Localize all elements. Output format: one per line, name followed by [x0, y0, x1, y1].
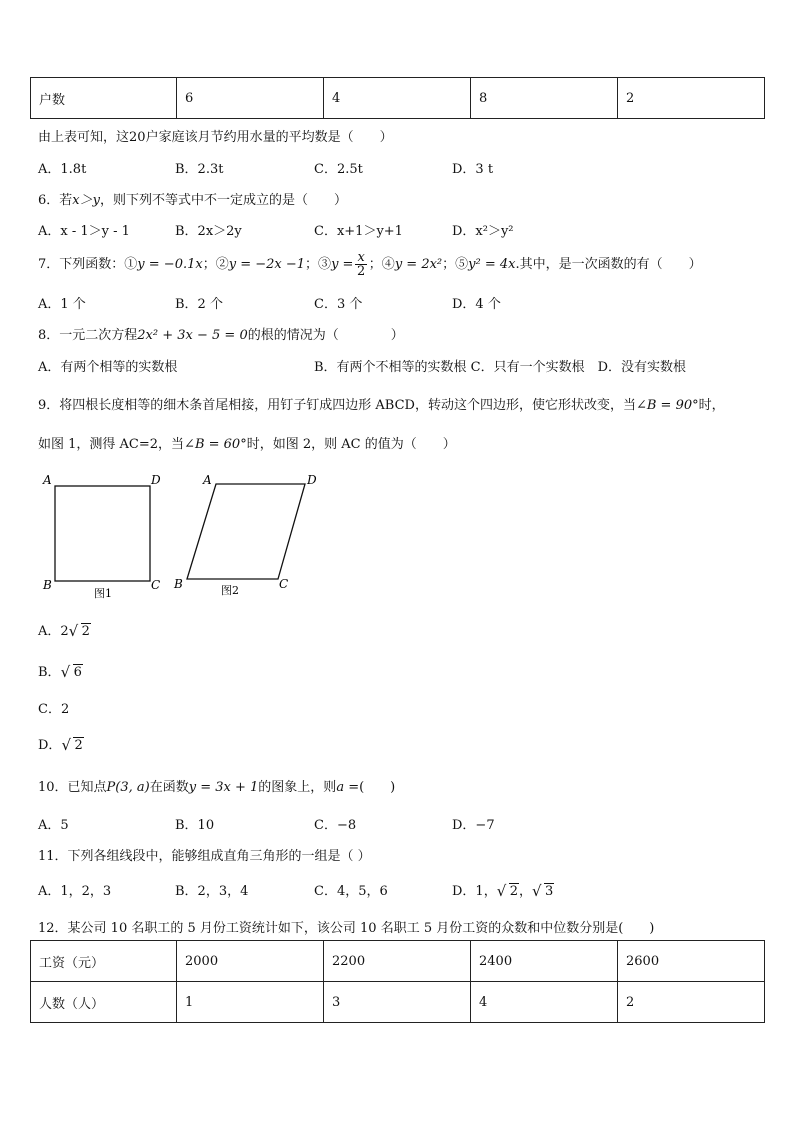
q6-stem: [38, 189, 347, 208]
q9-figures: [38, 470, 328, 605]
q9-option-a-radicand: 2: [81, 624, 90, 639]
fig2-caption: 图2: [221, 584, 239, 597]
q10-option-a: A．5: [38, 818, 69, 833]
q10-stem-mid2: 的图象上，则: [258, 780, 337, 795]
q11-option-d-label: D．1，: [452, 884, 497, 899]
q10-stem-post: ( ): [359, 780, 396, 795]
q5-option-b: B．2.3t: [175, 162, 224, 177]
q11-option-c: C．4，5，6: [314, 884, 388, 899]
q10-stem-pre: 10．已知点: [38, 780, 107, 795]
table-cell: 工资（元）: [31, 941, 177, 982]
q7-f2: y = −2x −1: [228, 257, 306, 272]
q9-line2-post: 时，如图 2，则 AC 的值为（ ）: [246, 437, 456, 452]
table-cell: 户数: [31, 78, 177, 119]
q10-option-d: D．−7: [452, 818, 495, 833]
q7-f3-num: x: [357, 250, 365, 265]
sqrt-symbol: √ 6: [60, 663, 82, 681]
water-table: [30, 77, 765, 119]
table-cell: 2000: [177, 941, 324, 982]
q9-line1-angle: ∠B = 90°: [635, 398, 699, 413]
q5-stem-pre: 由上表可知，这: [38, 130, 130, 145]
q9-line1-pre: 9．将四根长度相等的细木条首尾相接，用钉子钉成四边形 ABCD，转动这个四边形，使它形状改变，当: [38, 398, 636, 413]
q6-option-c: C．x+1＞y+1: [314, 224, 403, 239]
q5-stem-num: 20: [129, 130, 146, 145]
q9-option-d: [38, 734, 84, 753]
sqrt-symbol: √ 2: [68, 622, 90, 640]
q11-option-b: B．2，3，4: [175, 884, 249, 899]
q7-option-c: C．3 个: [314, 297, 363, 312]
fig1-label-a: A: [43, 473, 52, 487]
fig2-label-c: C: [279, 577, 289, 591]
q7-f1-label: ①: [124, 257, 138, 272]
q8-equation: 2x² + 3x − 5 = 0: [137, 328, 248, 343]
fig1-label-c: C: [151, 578, 161, 592]
q10-point: P(3, a): [106, 780, 150, 795]
sqrt-symbol: √ 2: [61, 736, 83, 754]
q7-f1: y = −0.1x: [137, 257, 203, 272]
q9-option-b-label: B．: [38, 665, 61, 680]
q7-f3-lhs: y =: [331, 257, 354, 272]
fig2-label-a: A: [203, 473, 212, 487]
fig2-label-d: D: [307, 473, 317, 487]
q5-stem-post: 户家庭该月节约用水量的平均数是（ ）: [145, 130, 393, 145]
q7-f3-den: 2: [356, 264, 366, 279]
table-cell: 2: [618, 78, 765, 119]
q6-option-d: D．x²＞y²: [452, 224, 514, 239]
fig2-rhombus: [187, 484, 305, 579]
q10-option-b: B．10: [175, 818, 215, 833]
q7-num: 7．下列函数：: [38, 257, 125, 272]
fig1-label-d: D: [151, 473, 161, 487]
table-cell: 人数（人）: [31, 982, 177, 1023]
q5-option-a: A．1.8t: [38, 162, 87, 177]
q9-option-a-coef: 2: [60, 624, 69, 639]
q9-option-b: [38, 661, 83, 680]
q6-num: 6．若: [38, 193, 73, 208]
q10-option-c: C．−8: [314, 818, 357, 833]
q8-option-bcd: B．有两个不相等的实数根 C．只有一个实数根 D．没有实数根: [314, 360, 687, 375]
table-cell: 2200: [324, 941, 471, 982]
table-cell: 2: [618, 982, 765, 1023]
table-cell: 2600: [618, 941, 765, 982]
q9-line2: [38, 433, 456, 452]
q12-stem: 12．某公司 10 名职工的 5 月份工资统计如下，该公司 10 名职工 5 月份工资的众数和中位数分别是( ): [38, 921, 655, 936]
q7-f4: y = 2x²: [394, 257, 443, 272]
q11-option-d-radicand-2: 3: [545, 884, 554, 899]
fig1-label-b: B: [43, 578, 52, 592]
q6-option-a: A．x - 1＞y - 1: [38, 224, 130, 239]
q7-f5: y² = 4x: [468, 257, 516, 272]
q11-option-d-sep: ，: [518, 884, 532, 899]
fig2-label-b: B: [174, 577, 183, 591]
table-cell: 3: [324, 982, 471, 1023]
q7-option-b: B．2 个: [175, 297, 223, 312]
q5-stem: [38, 126, 393, 145]
q7-f3-label: ③: [318, 257, 332, 272]
q10-stem-mid: 在函数: [149, 780, 189, 795]
q9-option-c: C．2: [38, 702, 70, 717]
q7-f5-label: ⑤: [455, 257, 469, 272]
q9-line1-post: 时，: [698, 398, 725, 413]
q9-line2-pre: 如图 1，测得 AC=2，当: [38, 437, 185, 452]
q9-line1: [38, 394, 725, 413]
q11-option-a: A．1，2，3: [38, 884, 112, 899]
table-cell: 4: [324, 78, 471, 119]
q11-option-d-radicand-1: 2: [509, 884, 518, 899]
sqrt-symbol: √ 2: [496, 882, 518, 900]
q6-option-b: B．2x＞2y: [175, 224, 242, 239]
salary-table: [30, 940, 765, 1023]
sqrt-symbol: √ 3: [532, 882, 554, 900]
q7-option-a: A．1 个: [38, 297, 86, 312]
q7-post: .其中，是一次函数的有（ ）: [515, 257, 702, 272]
table-cell: 6: [177, 78, 324, 119]
q7-f4-label: ④: [381, 257, 395, 272]
table-cell: 8: [471, 78, 618, 119]
q7-stem: 7．下列函数：①y = −0.1x；②y = −2x −1；③y = $\frac{x}{2}$ ；④y = 2x²；⑤y² = 4x.其中，是一次函数的有（ ）: [38, 250, 702, 279]
q5-option-d: D．3 t: [452, 162, 494, 177]
q6-condition: x＞y: [72, 193, 100, 208]
q8-stem: [38, 324, 404, 343]
table-cell: 2400: [471, 941, 618, 982]
table-cell: 4: [471, 982, 618, 1023]
q9-option-a-label: A．: [38, 624, 61, 639]
q7-f2-label: ②: [215, 257, 229, 272]
table-cell: 1: [177, 982, 324, 1023]
q11-option-d: [452, 880, 554, 899]
q9-option-d-label: D．: [38, 738, 62, 753]
q8-stem-post: 的根的情况为（ ）: [247, 328, 404, 343]
fig1-square: [55, 486, 150, 581]
q7-f3-fraction: [355, 251, 366, 278]
q9-option-d-radicand: 2: [74, 738, 83, 753]
q6-post: ，则下列不等式中不一定成立的是（ ）: [99, 193, 347, 208]
fig1-caption: 图1: [94, 587, 112, 600]
q9-option-a: [38, 620, 91, 639]
q7-option-d: D．4 个: [452, 297, 501, 312]
q10-variable: a =: [336, 780, 360, 795]
q10-stem: [38, 776, 395, 795]
q8-stem-pre: 8．一元二次方程: [38, 328, 138, 343]
q5-option-c: C．2.5t: [314, 162, 363, 177]
q11-stem: 11．下列各组线段中，能够组成直角三角形的一组是（ ）: [38, 849, 371, 864]
q8-option-a: A．有两个相等的实数根: [38, 360, 178, 375]
q10-function: y = 3x + 1: [188, 780, 259, 795]
q9-option-b-radicand: 6: [73, 665, 82, 680]
q9-line2-angle: ∠B = 60°: [184, 437, 247, 452]
